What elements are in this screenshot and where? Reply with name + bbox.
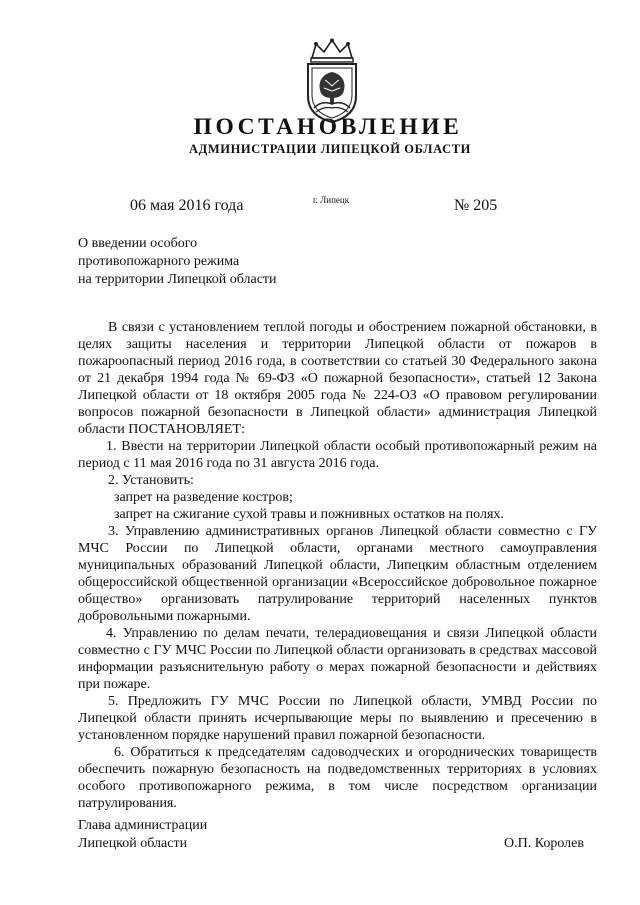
signatory-position-line: Липецкой области <box>78 836 188 851</box>
item-5-paragraph: 5. Предложить ГУ МЧС России по Липецкой области, УМВД России по Липецкой области принять исчерпывающие меры по выявлению и пресечению в установленном порядке нарушений правил пожарной безопасности. <box>78 694 597 743</box>
document-subject <box>78 235 277 289</box>
preamble-paragraph: В связи с установлением теплой погоды и обострением пожарной обстановки, в целях защиты населения и территории Липецкой области от пожаров в пожароопасный период 2016 года, в соответствии со статьей 30 Федерального закона от 21 декабря 1994 года № 69-ФЗ «О пожарной безопасности», статьей 12 Закона Липецкой области от 18 октября 2005 года № 224-ОЗ «О правовом регулировании вопросов пожарной безопасности в Липецкой области» администрация Липецкой области ПОСТАНОВЛЯЕТ: <box>78 320 597 437</box>
subject-line: О введении особого <box>78 236 198 251</box>
item-3-paragraph: 3. Управлению административных органов Липецкой области совместно с ГУ МЧС России по Липецкой области, органами местного самоуправления муниципальных образований Липецкой области, Липецким областным отделением общероссийской общественной организации «Всероссийское добровольное пожарное общество» организовать патрулирование территорий населенных пунктов добровольными пожарными. <box>78 524 597 624</box>
signatory-name: О.П. Королев <box>504 836 584 851</box>
item-1-paragraph: 1. Ввести на территории Липецкой области особый противопожарный режим на период с 11 мая 2016 года по 31 августа 2016 года. <box>78 439 597 471</box>
document-body <box>78 319 597 812</box>
item-2-grass-burning-ban: запрет на сжигание сухой травы и пожнивных остатков на полях. <box>114 507 504 522</box>
document-title: ПОСТАНОВЛЕНИЕ <box>193 114 463 140</box>
subject-line: противопожарного режима <box>78 254 240 269</box>
signatory-position-line: Глава администрации <box>78 818 208 833</box>
document-number: № 205 <box>454 197 498 214</box>
document-date: 06 мая 2016 года <box>130 197 244 214</box>
lipetsk-coat-of-arms-icon <box>298 38 366 124</box>
item-4-paragraph: 4. Управлению по делам печати, телерадиовещания и связи Липецкой области совместно с ГУ МЧС России по Липецкой области организовать в средствах массовой информации разъяснительную работу о мерах пожарной безопасности и действиях при пожаре. <box>78 626 597 692</box>
subject-line: на территории Липецкой области <box>78 272 277 287</box>
document-subtitle: АДМИНИСТРАЦИИ ЛИПЕЦКОЙ ОБЛАСТИ <box>189 142 471 156</box>
document-city: г. Липецк <box>313 195 350 205</box>
item-2-bonfire-ban: запрет на разведение костров; <box>114 490 293 505</box>
signatory-position <box>78 817 207 853</box>
item-2-paragraph: 2. Установить: <box>108 473 194 488</box>
item-6-paragraph: 6. Обратиться к председателям садоводческих и огороднических товариществ обеспечить пожарную безопасность на подведомственных территориях в условиях особого противопожарного режима, в том числе посредством организации патрулирования. <box>78 745 597 811</box>
